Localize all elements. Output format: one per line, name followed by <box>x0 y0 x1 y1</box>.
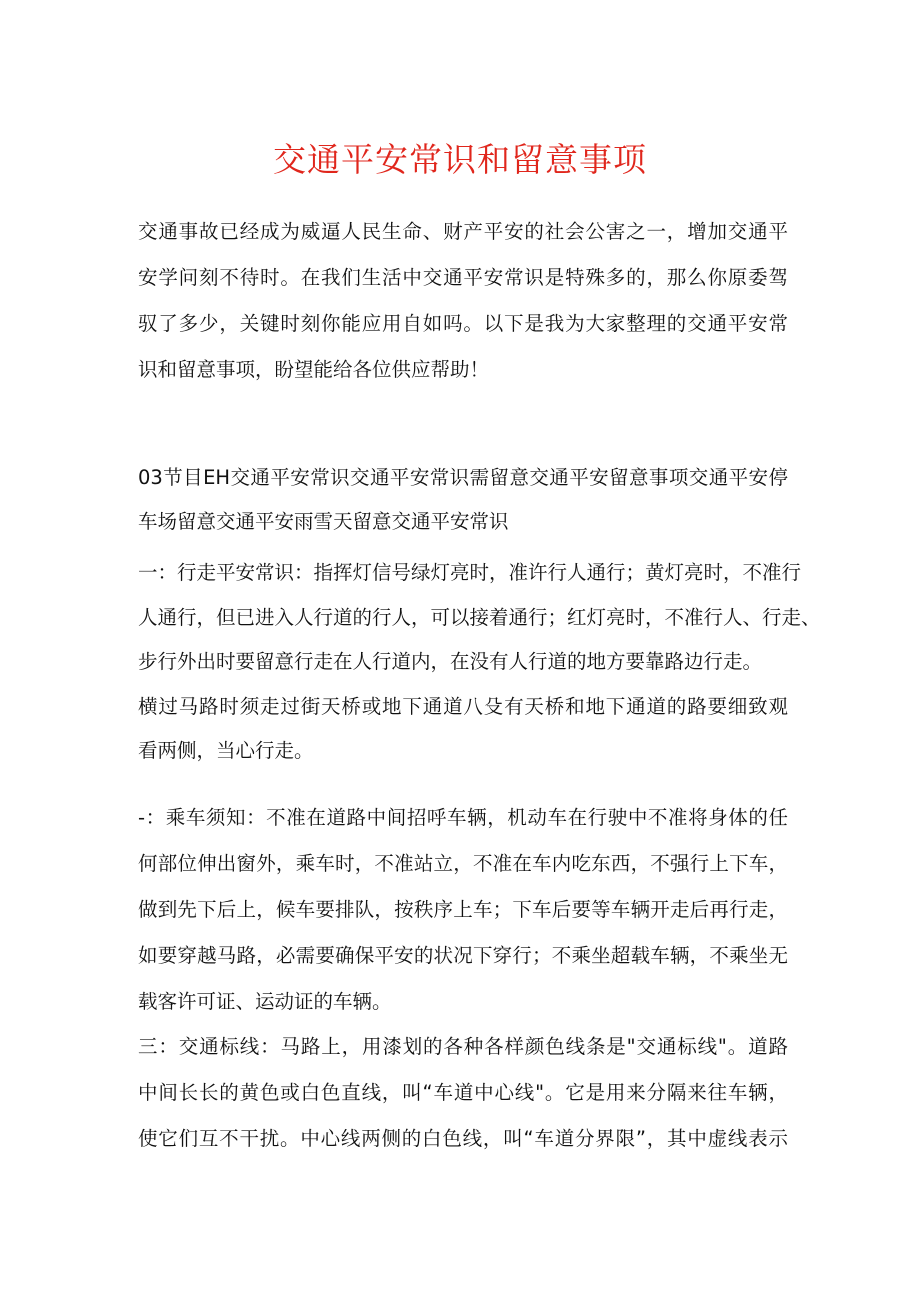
section-line: 何部位伸出窗外，乘车时，不准站立，不准在车内吃东西，不强行上下车， <box>138 852 788 875</box>
section-road-markings <box>138 1024 788 1162</box>
intro-line: 交通事故已经成为威逼人民生命、财产平安的社会公害之一，增加交通平 <box>138 220 788 243</box>
section-line: 一：行走平安常识：指挥灯信号绿灯亮时，准许行人通行；黄灯亮时，不准行 <box>138 561 802 584</box>
section-line: 步行外出时要留意行走在人行道内，在没有人行道的地方要靠路边行走。 <box>138 650 763 673</box>
intro-paragraph <box>138 209 788 393</box>
section-line: 中间长长的黄色或白色直线，叫“车道中心线"。它是用来分隔来往车辆， <box>138 1081 788 1104</box>
toc-line: 03节目EH交通平安常识交通平安常识需留意交通平安留意事项交通平安停 <box>138 466 788 489</box>
intro-line: 识和留意事项，盼望能给各位供应帮助！ <box>138 358 490 381</box>
section-line: 横过马路时须走过街天桥或地下通道八殳有天桥和地下通道的路要细致观 <box>138 694 788 718</box>
section-walking-safety <box>138 551 821 774</box>
section-line: 如要穿越马路，必需要确保平安的状况下穿行；不乘坐超载车辆，不乘坐无 <box>138 944 788 967</box>
toc-line: 车场留意交通平安雨雪天留意交通平安常识 <box>138 510 509 533</box>
section-line: 看两侧，当心行走。 <box>138 739 314 762</box>
section-line: -：乘车须知：不准在道路中间招呼车辆，机动车在行驶中不准将身体的任 <box>138 806 788 829</box>
section-line: 做到先下后上，候车要排队，按秩序上车；下车后要等车辆开走后再行走， <box>138 898 788 921</box>
section-line: 使它们互不干扰。中心线两侧的白色线，叫“车道分界限”，其中虚线表示 <box>138 1127 788 1150</box>
section-riding-notice <box>138 795 788 1025</box>
document-title: 交通平安常识和留意事项 <box>273 140 647 179</box>
section-line: 人通行，但已进入人行道的行人，可以接着通行；红灯亮时，不准行人、行走、 <box>138 605 821 629</box>
toc-paragraph <box>138 456 788 544</box>
section-line: 载客许可证、运动证的车辆。 <box>138 990 392 1013</box>
intro-line: 安学问刻不待时。在我们生活中交通平安常识是特殊多的，那么你原委驾 <box>138 266 788 289</box>
section-line: 三：交通标线：马路上，用漆划的各种各样颜色线条是"交通标线"。道路 <box>138 1035 788 1058</box>
intro-line: 驭了多少，关键时刻你能应用自如吗。以下是我为大家整理的交通平安常 <box>138 312 788 335</box>
